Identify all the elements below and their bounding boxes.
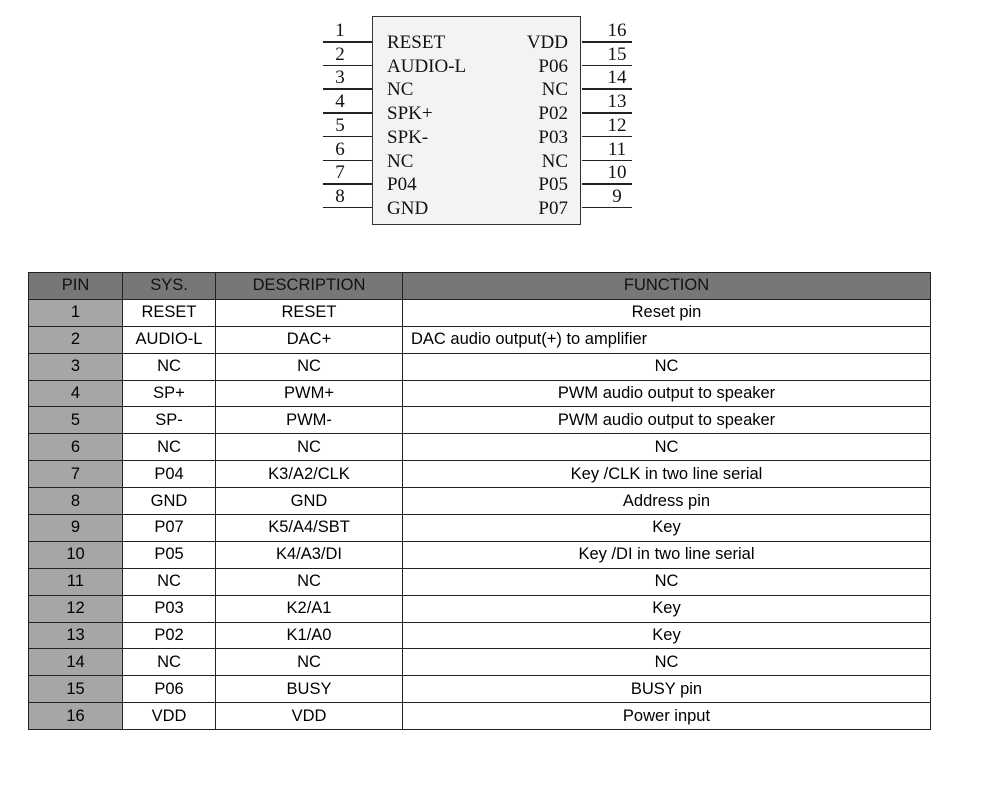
cell-pin: 8 (29, 488, 123, 515)
cell-description: RESET (216, 299, 403, 326)
cell-sys: GND (123, 488, 216, 515)
pin-label-right: P03 (538, 126, 568, 148)
cell-description: BUSY (216, 676, 403, 703)
cell-function: Key (403, 515, 931, 542)
cell-description: K5/A4/SBT (216, 515, 403, 542)
cell-description: K4/A3/DI (216, 541, 403, 568)
cell-pin: 2 (29, 326, 123, 353)
pin-label-left: SPK- (387, 126, 429, 148)
cell-sys: AUDIO-L (123, 326, 216, 353)
pin-label-left: AUDIO-L (387, 55, 467, 77)
cell-function: Key /CLK in two line serial (403, 461, 931, 488)
pin-label-left: NC (387, 79, 414, 101)
cell-description: NC (216, 568, 403, 595)
cell-sys: NC (123, 434, 216, 461)
table-row (29, 541, 931, 568)
cell-description: NC (216, 649, 403, 676)
pin-label-left: GND (387, 197, 429, 219)
pin-number-right: 9 (612, 185, 622, 207)
cell-description: K3/A2/CLK (216, 461, 403, 488)
pin-number-right: 10 (607, 162, 627, 184)
table-row (29, 568, 931, 595)
pin-number-right: 13 (607, 91, 627, 113)
pin-lead-left (323, 183, 372, 185)
table-row (29, 595, 931, 622)
cell-sys: SP- (123, 407, 216, 434)
cell-description: NC (216, 434, 403, 461)
cell-pin: 11 (29, 568, 123, 595)
pin-number-left: 4 (335, 91, 345, 113)
pin-label-right: P05 (538, 174, 568, 196)
cell-sys: P06 (123, 676, 216, 703)
cell-description: K1/A0 (216, 622, 403, 649)
table-row (29, 407, 931, 434)
cell-pin: 4 (29, 380, 123, 407)
pin-lead-left (323, 207, 372, 209)
table-row (29, 380, 931, 407)
pin-description-table (28, 272, 931, 730)
table-row (29, 649, 931, 676)
cell-pin: 16 (29, 703, 123, 730)
cell-function: NC (403, 649, 931, 676)
pin-lead-right (582, 160, 632, 162)
cell-pin: 9 (29, 515, 123, 542)
pin-label-left: NC (387, 150, 414, 172)
pin-number-left: 8 (335, 185, 345, 207)
cell-sys: NC (123, 353, 216, 380)
table-row (29, 488, 931, 515)
pin-label-right: NC (541, 150, 568, 172)
pin-lead-right (582, 136, 632, 138)
pin-label-right: P02 (538, 103, 568, 125)
cell-function: DAC audio output(+) to amplifier (403, 326, 931, 353)
pin-lead-right (582, 88, 632, 90)
table-body (29, 299, 931, 729)
cell-sys: NC (123, 649, 216, 676)
pin-lead-right (582, 183, 632, 185)
cell-pin: 7 (29, 461, 123, 488)
pin-number-left: 1 (335, 20, 345, 41)
cell-function: NC (403, 353, 931, 380)
header-sys: SYS. (123, 273, 216, 300)
cell-pin: 13 (29, 622, 123, 649)
table-row (29, 299, 931, 326)
cell-pin: 6 (29, 434, 123, 461)
cell-function: Reset pin (403, 299, 931, 326)
pin-lead-left (323, 112, 372, 114)
table-row (29, 676, 931, 703)
pin-label-right: P07 (538, 197, 568, 219)
cell-function: Address pin (403, 488, 931, 515)
pin-lead-left (323, 41, 372, 43)
cell-description: K2/A1 (216, 595, 403, 622)
table-row (29, 515, 931, 542)
cell-description: PWM+ (216, 380, 403, 407)
table-row (29, 703, 931, 730)
cell-pin: 3 (29, 353, 123, 380)
cell-description: GND (216, 488, 403, 515)
cell-description: NC (216, 353, 403, 380)
cell-pin: 1 (29, 299, 123, 326)
pin-label-right: VDD (526, 32, 568, 53)
pin-number-left: 6 (335, 138, 345, 160)
pin-lead-left (323, 65, 372, 67)
pin-lead-right (582, 112, 632, 114)
cell-function: PWM audio output to speaker (403, 380, 931, 407)
cell-function: Key (403, 595, 931, 622)
cell-pin: 15 (29, 676, 123, 703)
cell-sys: P04 (123, 461, 216, 488)
cell-function: Key /DI in two line serial (403, 541, 931, 568)
header-pin: PIN (29, 273, 123, 300)
pin-number-left: 2 (335, 43, 345, 65)
pin-label-left: SPK+ (387, 103, 433, 125)
cell-sys: RESET (123, 299, 216, 326)
pin-lead-left (323, 88, 372, 90)
pin-lead-left (323, 136, 372, 138)
cell-sys: P02 (123, 622, 216, 649)
cell-function: PWM audio output to speaker (403, 407, 931, 434)
pin-label-left: P04 (387, 174, 417, 196)
cell-function: NC (403, 434, 931, 461)
cell-function: Power input (403, 703, 931, 730)
pin-label-left: RESET (387, 32, 446, 53)
pin-label-right: NC (541, 79, 568, 101)
table-row (29, 622, 931, 649)
cell-description: DAC+ (216, 326, 403, 353)
table-row (29, 353, 931, 380)
pinout-diagram (0, 0, 996, 240)
pin-number-right: 16 (607, 20, 627, 41)
pin-number-left: 5 (335, 114, 345, 136)
table-row (29, 461, 931, 488)
cell-pin: 5 (29, 407, 123, 434)
pin-lead-right (582, 65, 632, 67)
pin-number-left: 3 (335, 67, 345, 89)
cell-pin: 10 (29, 541, 123, 568)
cell-sys: P03 (123, 595, 216, 622)
pin-number-right: 12 (607, 114, 627, 136)
cell-sys: SP+ (123, 380, 216, 407)
cell-function: NC (403, 568, 931, 595)
pin-lead-right (582, 207, 632, 209)
cell-pin: 12 (29, 595, 123, 622)
table-row (29, 434, 931, 461)
pin-lead-left (323, 160, 372, 162)
pin-label-right: P06 (538, 55, 568, 77)
cell-function: Key (403, 622, 931, 649)
pin-number-right: 11 (607, 138, 627, 160)
pin-number-right: 14 (607, 67, 627, 89)
header-function: FUNCTION (403, 273, 931, 300)
cell-function: BUSY pin (403, 676, 931, 703)
pin-number-left: 7 (335, 162, 345, 184)
header-description: DESCRIPTION (216, 273, 403, 300)
cell-sys: P05 (123, 541, 216, 568)
cell-description: PWM- (216, 407, 403, 434)
cell-sys: NC (123, 568, 216, 595)
pin-number-right: 15 (607, 43, 627, 65)
cell-description: VDD (216, 703, 403, 730)
cell-pin: 14 (29, 649, 123, 676)
table-row (29, 326, 931, 353)
cell-sys: P07 (123, 515, 216, 542)
cell-sys: VDD (123, 703, 216, 730)
table-header-row (29, 273, 931, 300)
pin-lead-right (582, 41, 632, 43)
